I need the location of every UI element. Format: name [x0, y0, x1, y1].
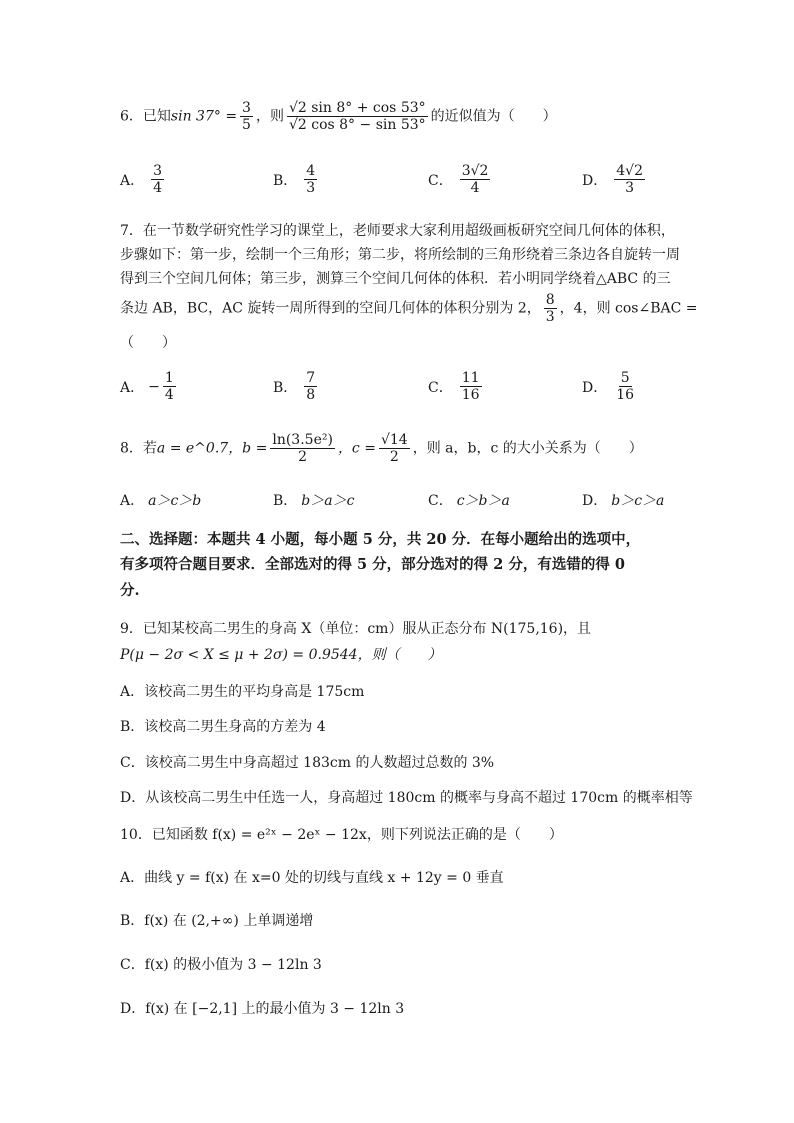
q6-prefix: 6．已知 — [120, 108, 171, 125]
q10-option-a[interactable]: A．曲线 y = f(x) 在 x=0 处的切线与直线 x + 12y = 0 垂直 — [120, 870, 504, 886]
q9-option-b[interactable]: B．该校高二男生身高的方差为 4 — [120, 719, 326, 735]
q9-option-c[interactable]: C．该校高二男生中身高超过 183cm 的人数超过总数的 3% — [120, 755, 495, 771]
q8-option-c[interactable]: C． c＞b＞a — [428, 493, 510, 509]
section-2-heading: 二、选择题：本题共 4 小题，每小题 5 分，共 20 分．在每小题给出的选项中， 有多项符合题目要求．全部选对的得 5 分，部分选对的得 2 分，有选错的得 0 分. — [120, 531, 641, 599]
q6-option-c[interactable]: C． $\frac{3√2}{4}$ — [428, 163, 489, 197]
q7-line-2: 步骤如下：第一步，绘制一个三角形；第二步，将所绘制的三角形绕着三条边各自旋转一周 — [120, 247, 680, 263]
q6-lhs: sin 37° = — [170, 108, 238, 125]
q7-option-a[interactable]: A． − $\frac{1}{4}$ — [120, 370, 174, 404]
q9-line-1: 9．已知某校高二男生的身高 X（单位：cm）服从正态分布 N(175,16)，且 — [120, 621, 592, 637]
question-8: 8．若a = e^0.7，b = $\frac{\text{ln(3.5e²)}}{2}$ ，c = $\frac{√14}{2}$ ，则 a，b，c 的大小关系为（ ） — [120, 432, 643, 466]
q7-option-c[interactable]: C． $\frac{11}{16}$ — [428, 370, 480, 404]
q8-option-b[interactable]: B． b＞a＞c — [273, 493, 355, 509]
q7-option-b[interactable]: B． $\frac{7}{8}$ — [273, 370, 316, 404]
q7-option-d[interactable]: D． $\frac{5}{16}$ — [582, 370, 635, 404]
q10-option-d[interactable]: D．f(x) 在 [−2,1] 上的最小值为 3 − 12ln 3 — [120, 1001, 405, 1017]
q9-option-a[interactable]: A．该校高二男生的平均身高是 175cm — [120, 684, 365, 700]
q6-given-fraction: $\frac{3}{5}$ — [242, 100, 251, 134]
q10-option-b[interactable]: B．f(x) 在 (2,+∞) 上单调递增 — [120, 913, 314, 929]
q10-option-c[interactable]: C．f(x) 的极小值为 3 − 12ln 3 — [120, 957, 322, 973]
q8-c-fraction: $\frac{√14}{2}$ — [380, 432, 408, 466]
q8-options — [120, 490, 680, 514]
q10-stem: 10．已知函数 f(x) = e²ˣ − 2eˣ − 12x，则下列说法正确的是（ ） — [120, 827, 563, 843]
q6-expression: $\frac{√2 \sin 8^\circ + \cos 53^\circ}{√2 \cos 8^\circ - \sin 53^\circ}$ — [288, 100, 426, 134]
q8-option-d[interactable]: D． b＞c＞a — [582, 493, 665, 509]
q7-volume-fraction: $\frac{8}{3}$ — [545, 292, 555, 326]
q8-option-a[interactable]: A． a＞c＞b — [120, 493, 202, 509]
q9-line-2: P(μ − 2σ < X ≤ μ + 2σ) = 0.9544，则（ ） — [120, 647, 442, 663]
q8-b-fraction: $\frac{\text{ln(3.5e²)}}{2}$ — [272, 432, 333, 466]
q6-option-b[interactable]: B． $\frac{4}{3}$ — [273, 163, 316, 197]
q6-then: ，则 — [255, 108, 284, 125]
question-6 — [120, 100, 680, 133]
q6-ask: 的近似值为（ ） — [430, 108, 557, 125]
q7-line-1: 7．在一节数学研究性学习的课堂上，老师要求大家利用超级画板研究空间几何体的体积， — [120, 223, 675, 239]
q7-line-4: 条边 AB，BC，AC 旋转一周所得到的空间几何体的体积分别为 2， $\frac{8}{3}$ ，4，则 cos∠BAC = — [120, 292, 698, 326]
q6-option-a[interactable]: A． $\frac{3}{4}$ — [120, 163, 163, 197]
q7-options — [120, 370, 680, 414]
q7-line-3: 得到三个空间几何体；第三步，测算三个空间几何体的体积．若小明同学绕着△ABC 的三 — [120, 271, 671, 287]
q7-answer-bracket: （ ） — [120, 335, 176, 351]
q6-options — [120, 163, 680, 207]
q6-option-d[interactable]: D． $\frac{4√2}{3}$ — [582, 163, 643, 197]
q9-option-d[interactable]: D．从该校高二男生中任选一人，身高超过 180cm 的概率与身高不超过 170cm 的概率相等 — [120, 790, 693, 806]
